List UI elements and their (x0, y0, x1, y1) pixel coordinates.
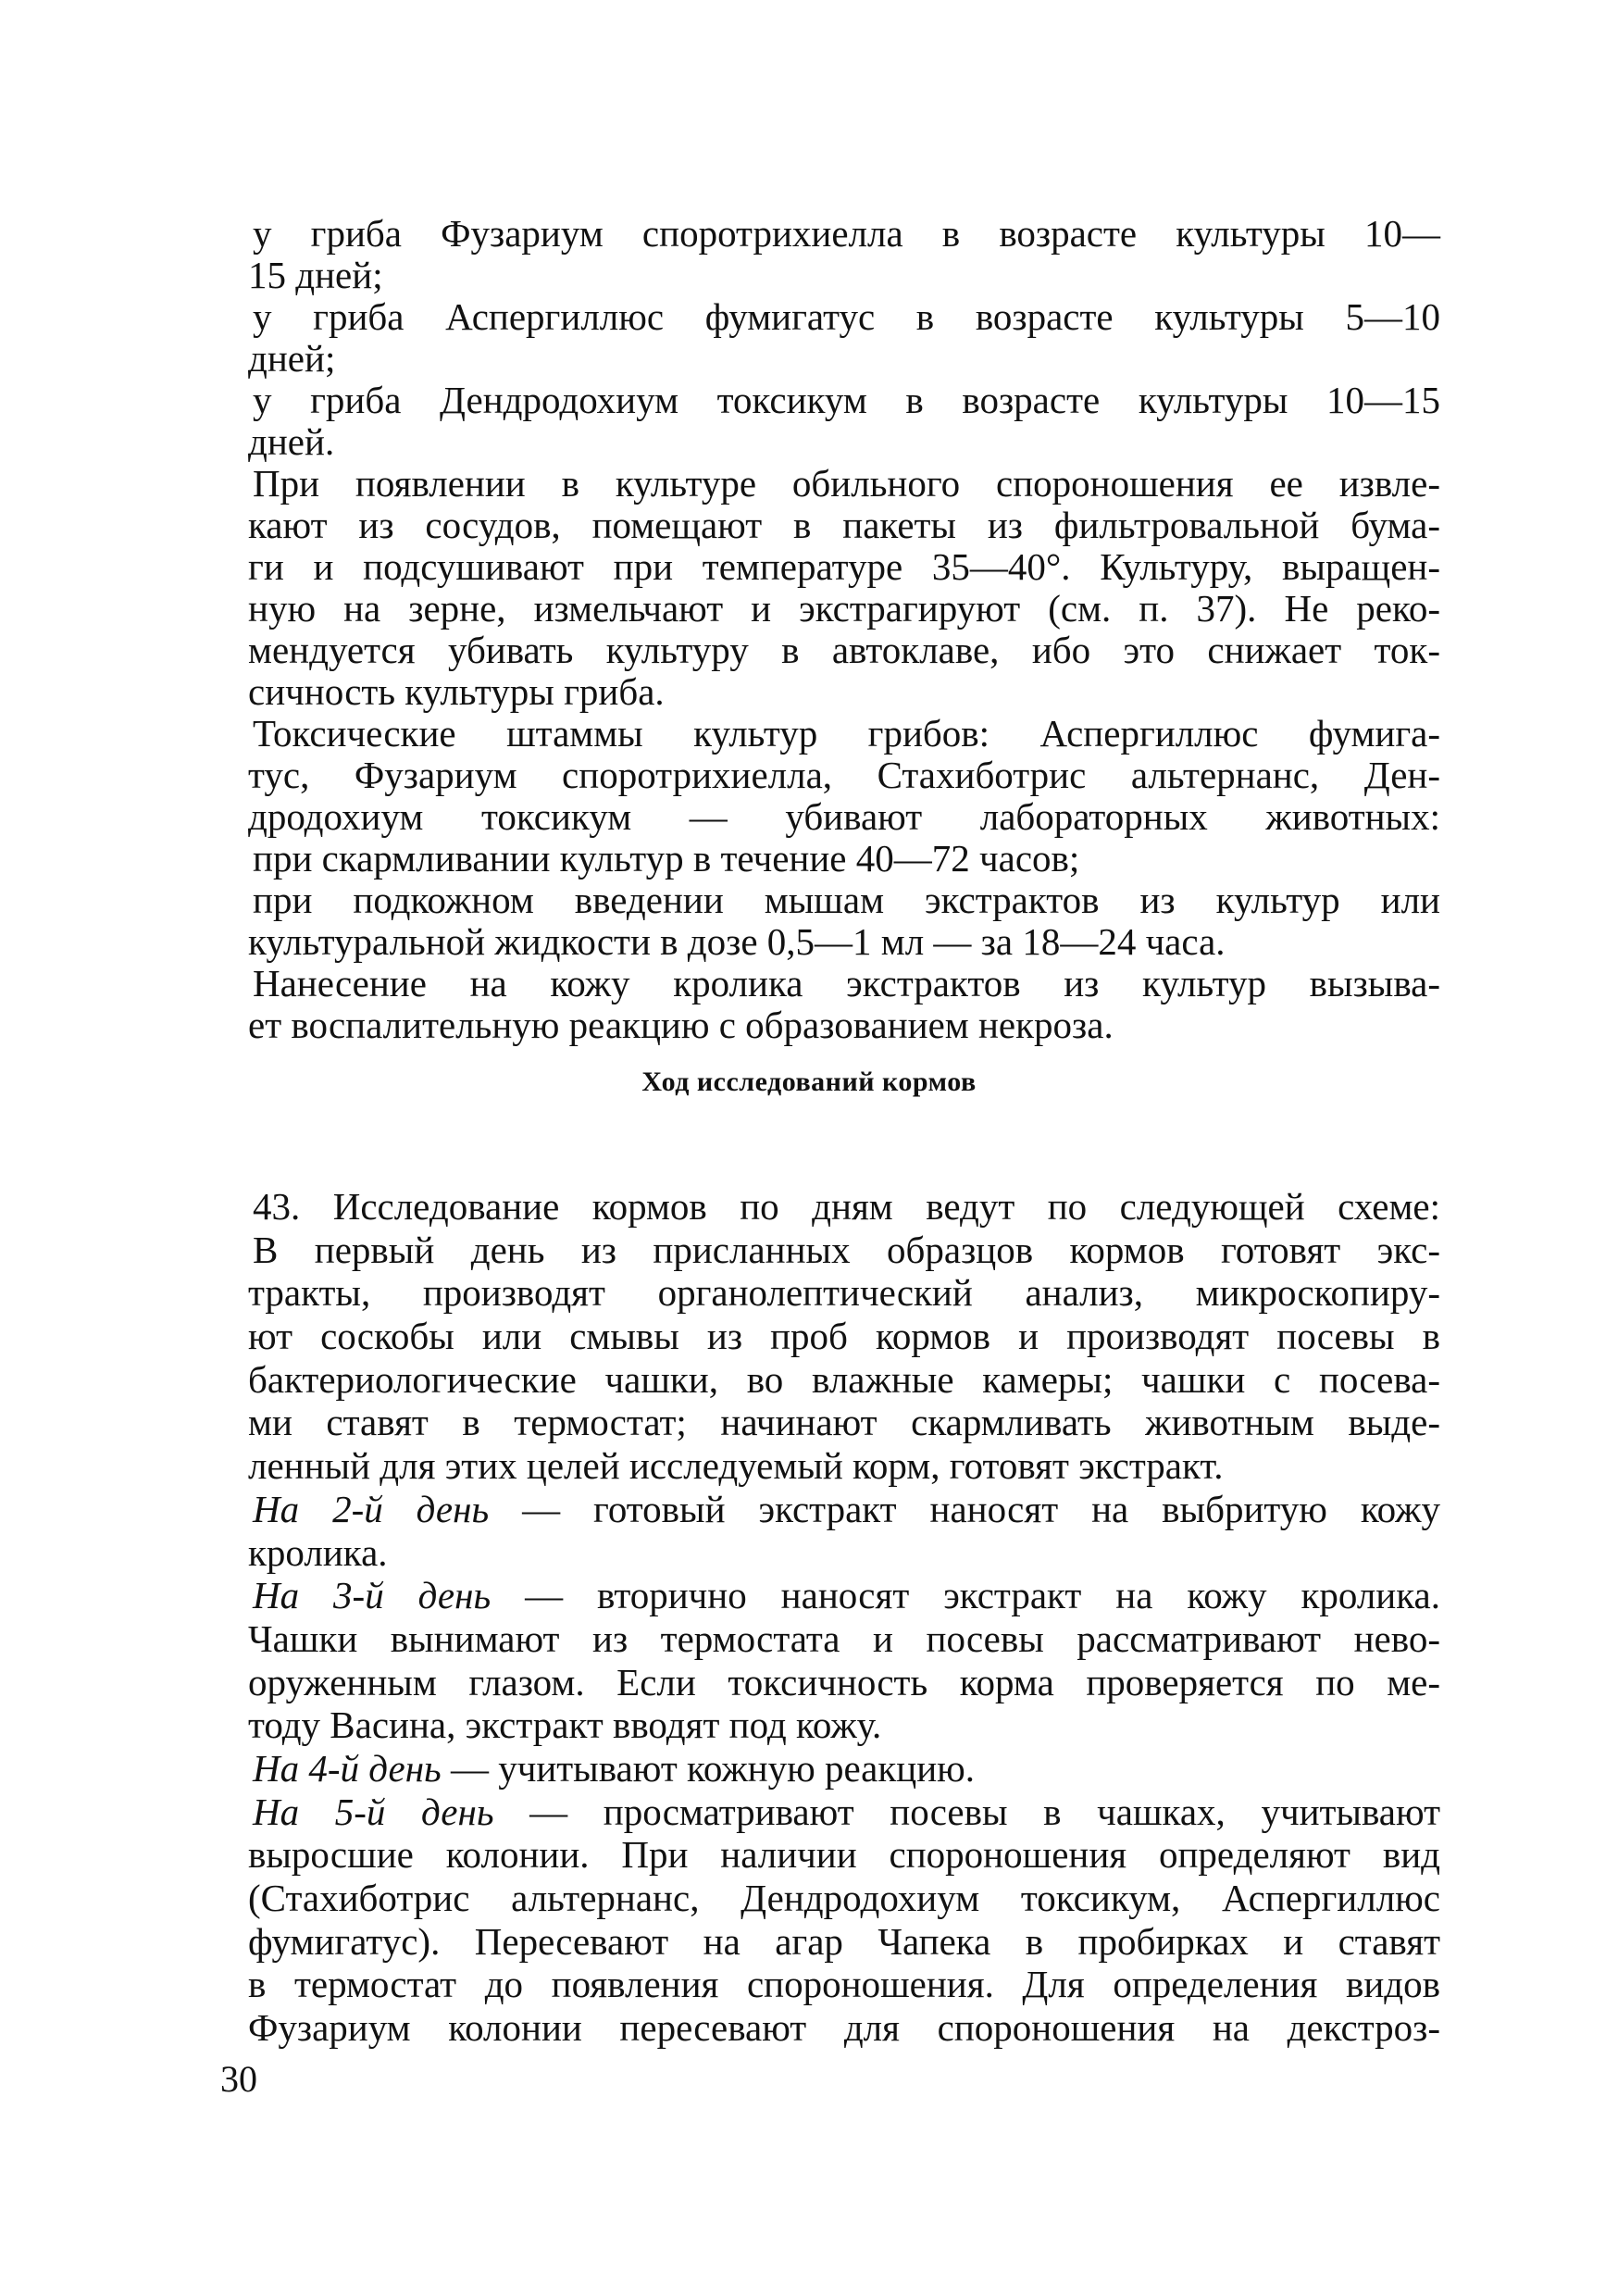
line-text: — учитывают кожную реакцию. (441, 1746, 976, 1790)
text-line (248, 1401, 1440, 1444)
text-line (248, 1877, 1440, 1920)
text-line (248, 1531, 1440, 1575)
day-label: На 3-й день (253, 1574, 492, 1617)
line-text: кролика. (248, 1530, 388, 1574)
line-text: дродохиум токсикум — убивают лабораторных животных: (248, 795, 1440, 838)
text-line (248, 380, 1440, 421)
text-line (248, 1833, 1440, 1877)
line-text: при скармливании культур в течение 40—72 часов; (253, 837, 1080, 880)
line-text: (Стахиботрис альтернанс, Дендродохиум токсикум, Аспергиллюс (248, 1877, 1440, 1919)
text-line (248, 255, 1440, 296)
text-line (248, 505, 1440, 546)
text-line (248, 880, 1440, 921)
page-number: 30 (220, 2058, 257, 2100)
line-text: Токсические штаммы культур грибов: Аспергиллюс фумига- (253, 712, 1440, 755)
line-text: — вторично наносят экстракт на кожу кролика. (491, 1574, 1440, 1617)
text-line (248, 1229, 1440, 1272)
text-line (248, 1444, 1440, 1488)
day-label: На 4-й день (253, 1746, 442, 1790)
line-text: сичность культуры гриба. (248, 670, 665, 713)
line-text: у гриба Аспергиллюс фумигатус в возрасте культуры 5—10 (253, 295, 1440, 338)
text-line (248, 338, 1440, 380)
line-text: фумигатус). Пересевают на агар Чапека в пробирках и ставят (248, 1919, 1440, 1963)
day-label: На 5-й день (253, 1790, 494, 1833)
line-text: 43. Исследование кормов по дням ведут по следующей схеме: (253, 1185, 1440, 1228)
line-text: оруженным глазом. Если токсичность корма проверяется по ме- (248, 1660, 1440, 1703)
line-text: Чашки вынимают из термостата и посевы рассматривают нево- (248, 1616, 1440, 1660)
line-text: В первый день из присланных образцов кормов готовят экс- (253, 1228, 1440, 1271)
line-text: при подкожном введении мышам экстрактов из культур или (253, 879, 1440, 921)
text-line (248, 213, 1440, 255)
line-text: выросшие колонии. При наличии спороношения определяют вид (248, 1833, 1440, 1877)
line-text: тус, Фузариум споротрихиелла, Стахиботрис альтернанс, Ден- (248, 754, 1440, 796)
line-text: у гриба Дендродохиум токсикум в возрасте культуры 10—15 (253, 379, 1440, 421)
line-text: ют соскобы или смывы из проб кормов и производят посевы в (248, 1315, 1440, 1358)
text-line (248, 1661, 1440, 1704)
text-line (248, 1791, 1440, 1834)
text-line (248, 588, 1440, 630)
text-line (248, 1271, 1440, 1315)
line-text: мендуется убивать культуру в автоклаве, ибо это снижает ток- (248, 629, 1440, 671)
text-line (248, 1747, 1440, 1791)
text-line (248, 1315, 1440, 1358)
text-line (248, 1920, 1440, 1964)
line-text: ги и подсушивают при температуре 35—40°. Культуру, выращен- (248, 545, 1440, 588)
text-line (248, 1617, 1440, 1661)
section-heading: Ход исследований кормов (641, 1067, 977, 1097)
text-line (248, 296, 1440, 338)
text-line (248, 630, 1440, 671)
text-line (248, 1488, 1440, 1531)
line-text: тракты, производят органолептический анализ, микроскопиру- (248, 1271, 1440, 1315)
line-text: ленный для этих целей исследуемый корм, готовят экстракт. (248, 1444, 1224, 1488)
line-text: При появлении в культуре обильного спороношения ее извле- (253, 462, 1440, 505)
text-line (248, 713, 1440, 755)
line-text: ет воспалительную реакцию с образованием некроза. (248, 1004, 1114, 1046)
text-line (248, 755, 1440, 796)
line-text: — просматривают посевы в чашках, учитывают (493, 1790, 1440, 1833)
text-line (248, 671, 1440, 713)
text-block-feed-research (248, 1185, 1440, 2050)
text-line (248, 838, 1440, 880)
line-text: Нанесение на кожу кролика экстрактов из культур вызыва- (253, 962, 1440, 1004)
text-line (248, 963, 1440, 1004)
line-text: — готовый экстракт наносят на выбритую кожу (489, 1487, 1440, 1530)
text-line (248, 421, 1440, 463)
text-block-cultures (248, 213, 1440, 1046)
day-label: На 2-й день (253, 1487, 490, 1530)
line-text: бактериологические чашки, во влажные камеры; чашки с посева- (248, 1357, 1440, 1401)
text-line (248, 2006, 1440, 2050)
line-text: кают из сосудов, помещают в пакеты из фильтровальной бума- (248, 504, 1440, 546)
text-line (248, 1574, 1440, 1617)
text-line (248, 463, 1440, 505)
text-line (248, 796, 1440, 838)
line-text: 15 дней; (248, 254, 383, 296)
text-line (248, 1004, 1440, 1046)
line-text: у гриба Фузариум споротрихиелла в возрасте культуры 10— (253, 212, 1440, 255)
line-text: в термостат до появления спороношения. Для определения видов (248, 1963, 1440, 2006)
line-text: дней. (248, 420, 335, 463)
text-line (248, 1963, 1440, 2006)
text-line (248, 921, 1440, 963)
line-text: Фузариум колонии пересевают для спороношения на декстроз- (248, 2006, 1440, 2050)
line-text: культуральной жидкости в дозе 0,5—1 мл — за 18—24 часа. (248, 920, 1226, 963)
line-text: тоду Васина, экстракт вводят под кожу. (248, 1703, 882, 1747)
line-text: ную на зерне, измельчают и экстрагируют (см. п. 37). Не реко- (248, 587, 1440, 630)
text-line (248, 1703, 1440, 1747)
text-line (248, 1185, 1440, 1229)
line-text: дней; (248, 337, 336, 380)
line-text: ми ставят в термостат; начинают скармливать животным выде- (248, 1401, 1440, 1444)
text-line (248, 1358, 1440, 1402)
text-line (248, 546, 1440, 588)
